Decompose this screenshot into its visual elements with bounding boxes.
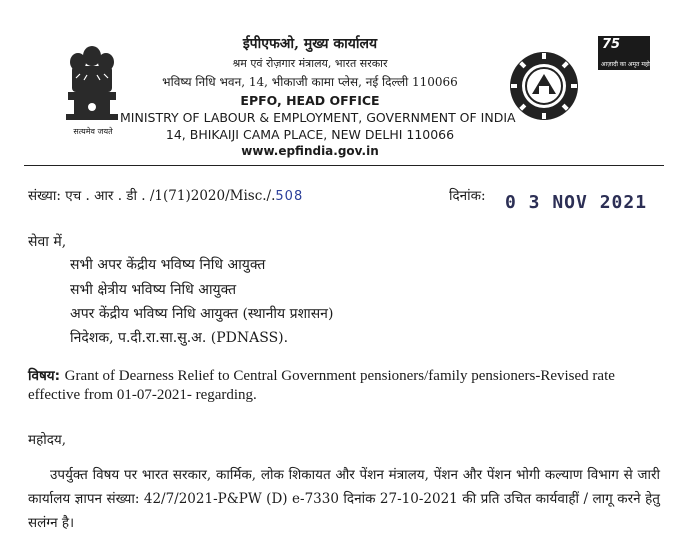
subject	[28, 367, 660, 405]
date-label: दिनांक:	[449, 188, 486, 204]
subject-text: Grant of Dearness Relief to Central Government pensioners/family pensioners-Revised rate effective from 01-07-2021- regarding.	[28, 368, 615, 403]
azadi-logo-number: 75	[602, 37, 621, 52]
azadi-logo-text: आज़ादी का अमृत महोत्सव	[601, 61, 659, 68]
office-title-english: EPFO, HEAD OFFICE	[240, 93, 380, 108]
body-paragraph: उपर्युक्त विषय पर भारत सरकार, कार्मिक, लोक शिकायत और पेंशन मंत्रालय, पेंशन और पेंशन भोगी कल्याण विभाग से जारी कार्यालय ज्ञापन संख्या: 42/7/2021-P&PW (D) e-7330 दिनांक 27-10-2021 की प्रति उचित कार्यवाहीं / लागू करने हेतु सलंग्न है।	[28, 467, 660, 531]
addressee-line: सभी क्षेत्रीय भविष्य निधि आयुक्त	[70, 282, 237, 298]
subject-label: विषय:	[28, 368, 61, 384]
addressee-heading: सेवा में,	[28, 234, 67, 250]
website-link[interactable]: www.epfindia.gov.in	[241, 144, 379, 158]
address-english: 14, BHIKAIJI CAMA PLACE, NEW DELHI 110066	[165, 127, 455, 142]
addressee-line: निदेशक, प.दी.रा.सा.सु.अ. (PDNASS).	[70, 330, 289, 346]
addressee-line: सभी अपर केंद्रीय भविष्य निधि आयुक्त	[70, 257, 266, 273]
azadi-amrit-mahotsav-logo	[598, 36, 659, 70]
header-divider	[24, 165, 664, 166]
ministry-hindi: श्रम एवं रोज़गार मंत्रालय, भारत सरकार	[232, 57, 388, 70]
epfo-logo-icon	[508, 50, 580, 122]
office-title-hindi: ईपीएफओ, मुख्य कार्यालय	[242, 36, 378, 52]
reference-number	[28, 186, 303, 204]
reference-label: संख्या: एच . आर . डी . /1(71)2020/Misc./.	[28, 188, 276, 204]
ministry-english: MINISTRY OF LABOUR & EMPLOYMENT, GOVERNMENT OF INDIA	[120, 110, 516, 125]
national-emblem-icon	[62, 42, 122, 134]
handwritten-number: 508	[275, 189, 304, 204]
emblem-motto: सत्यमेव जयते	[73, 127, 113, 136]
date-stamp: 0 3 NOV 2021	[505, 192, 648, 213]
address-hindi: भविष्य निधि भवन, 14, भीकाजी कामा प्लेस, नई दिल्ली 110066	[162, 75, 458, 89]
salutation: महोदय,	[28, 432, 67, 448]
addressee-line: अपर केंद्रीय भविष्य निधि आयुक्त (स्थानीय प्रशासन)	[70, 306, 334, 322]
